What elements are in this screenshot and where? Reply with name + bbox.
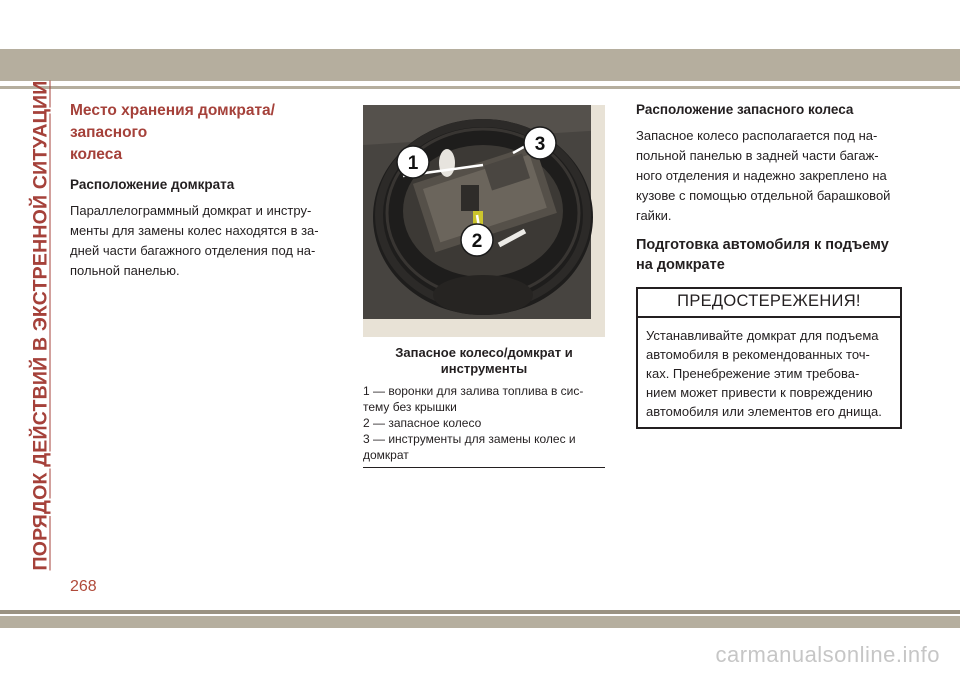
legend-item: 1 — воронки для залива топлива в сис- (363, 384, 584, 398)
right-column (636, 100, 902, 429)
left-column (70, 100, 336, 281)
text-line: польной панелью. (70, 263, 180, 278)
legend-item: 3 — инструменты для замены колес и (363, 432, 576, 446)
spare-wheel-text (636, 126, 902, 226)
legend-item: тему без крышки (363, 400, 457, 414)
text-line: нием может привести к повреждению (646, 385, 873, 400)
figure-legend (363, 383, 605, 463)
svg-text:1: 1 (407, 153, 419, 174)
text-line: ках. Пренебрежение этим требова- (646, 366, 860, 381)
text-line: Запасное колесо располагается под на- (636, 128, 878, 143)
svg-text:2: 2 (471, 231, 483, 252)
text-line: кузове с помощью отдельной барашковой (636, 188, 891, 203)
text-line: гайки. (636, 208, 672, 223)
warning-title: ПРЕДОСТЕРЕЖЕНИЯ! (638, 289, 900, 318)
text-line: польной панелью в задней части багаж- (636, 148, 879, 163)
text-line: дней части багажного отделения под на- (70, 243, 316, 258)
spare-wheel-photo (363, 105, 605, 337)
text-line: Устанавливайте домкрат для подъема (646, 328, 879, 343)
side-chapter-label: ПОРЯДОК ДЕЙСТВИЙ В ЭКСТРЕННОЙ СИТУАЦИИ (29, 80, 52, 570)
svg-text:3: 3 (534, 134, 546, 155)
text-line: менты для замены колес находятся в за- (70, 223, 319, 238)
watermark-link[interactable]: carmanualsonline.info (715, 642, 940, 667)
figure-caption (363, 345, 605, 377)
spare-wheel-subhead: Расположение запасного колеса (636, 102, 854, 117)
side-chapter-tab (28, 80, 54, 570)
caption-line2: инструменты (440, 361, 528, 376)
legend-item: домкрат (363, 448, 409, 462)
legend-item: 2 — запасное колесо (363, 416, 482, 430)
footer-band (0, 616, 960, 628)
header-band (0, 49, 960, 81)
text-line: Параллелограммный домкрат и инстру- (70, 203, 312, 218)
warning-box (636, 287, 902, 429)
section-title (70, 100, 336, 166)
heading-line2: на домкрате (636, 257, 725, 273)
heading-line1: Подготовка автомобиля к подъему (636, 237, 889, 253)
callout-3 (524, 127, 556, 159)
jacking-prep-heading (636, 235, 902, 275)
page-number: 268 (70, 578, 97, 595)
text-line: автомобиля или элементов его днища. (646, 404, 882, 419)
section-title-line2: колеса (70, 146, 123, 163)
callout-1 (397, 146, 429, 178)
jack-location-text (70, 201, 336, 281)
legend-divider (363, 467, 605, 468)
caption-line1: Запасное колесо/домкрат и (395, 345, 573, 360)
warning-text (638, 318, 900, 427)
text-line: ного отделения и надежно закреплено на (636, 168, 887, 183)
callout-2 (461, 224, 493, 256)
jack-location-subhead: Расположение домкрата (70, 177, 235, 192)
text-line: автомобиля в рекомендованных точ- (646, 347, 870, 362)
footer-rule (0, 610, 960, 614)
header-rule (0, 86, 960, 89)
section-title-line1: Место хранения домкрата/запасного (70, 102, 275, 141)
